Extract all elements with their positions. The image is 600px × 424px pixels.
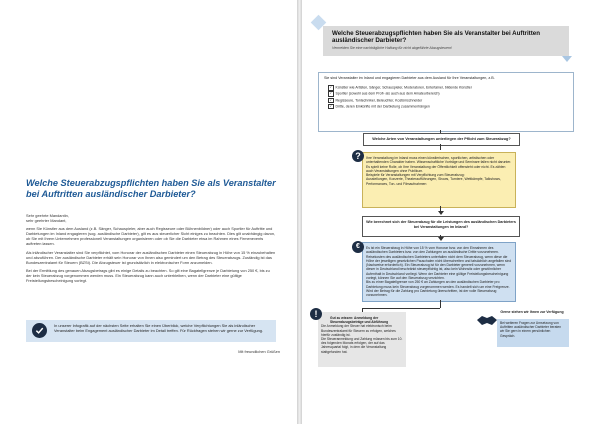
list-item: ✓ Regisseure, Tontechniker, Beleuchter, Kostümschneider <box>329 97 423 103</box>
paragraph-3: Bei der Ermittlung des genauen Abzugsbetrags gibt es einige Details zu beachten. So gilt eine Bagatellgrenze je Darbietung von 250 €, bis zu der kein Steuerabzug vorgenommen werden muss. Ein Steuerabzug kann auch unterbleiben, wenn der Darbieter eine gültige Freistellungsbescheinigung vorlegt. <box>26 268 270 284</box>
salutation-1: Sehr geehrte Mandantin, <box>26 213 69 218</box>
handshake-icon <box>476 312 498 328</box>
good-to-know-p2: Die Steueranmeldung und Zahlung müssen bis zum 10. des folgenden Monats erfolgen, der auf das Jahresquartal folgt, in dem die Veranstaltung stattgefunden hat. <box>321 337 403 354</box>
question-box-2 <box>362 216 520 237</box>
yellow-p3: Beispiele für Veranstaltungen mit Verpflichtung zum Steuerabzug: <box>366 173 465 178</box>
darbieter-box <box>318 72 574 132</box>
good-to-know-title: Gut zu wissen: Anmeldung der Steuerabzugsbeträge und Abführung <box>330 316 389 325</box>
list-item: ✓ Dritte, deren Einkünfte mit der Darbietung zusammenhängen <box>329 103 430 109</box>
paragraph-1: wenn Sie Künstler aus dem Ausland (z.B. Sänger, Schauspieler, aber auch Regisseure oder Bühnenbildner) oder auch Sportler für Auftritte und Darbietungen im Inland engagieren (sog. ausländische Darbieter), gilt es aus steuerlicher Sicht einiges zu beachten. Dies gilt unabhängig davon, ob Sie mit Ihrem Unternehmen professionell Veranstaltungen organisieren oder ob Sie die Darbieter etwa im Rahmen eines Firmenevents auftreten lassen. <box>26 226 276 247</box>
paragraph-2: Als inländischer Veranstalter sind Sie verpflichtet, vom Honorar der ausländischen Darbieter einen Steuerabzug in Höhe von 15 % einzubehalten und abzuführen. Der ausländische Darbieter erhält sein Honorar von Ihnen also gemindert um den Betrag des Steuerabzugs. Zuständig ist das Bundeszentralamt für Steuern (BZSt). Die Abzugsteuer ist grundsätzlich in elektronischer Form anzumelden. <box>26 249 276 265</box>
contact-text: Bei weiteren Fragen zur Umsetzung von Auftritten ausländischer Darbieter beraten wir Sie gern in einem persönlichen Gespräch. <box>500 321 562 338</box>
header-title: Welche Steuerabzugspflichten haben Sie als Veranstalter bei Auftritten ausländischer Darbieter? <box>332 30 541 45</box>
list-item: ✓ Sportler (sowohl aus dem Profi- als auch aus dem Amateurbereich) <box>329 91 440 96</box>
answer-box-yellow <box>362 152 516 208</box>
checkbox-icon: ✓ <box>329 85 332 89</box>
question-1: Welche Arten von Veranstaltungen unterliegen der Pflicht zum Steuerabzug? <box>372 137 511 141</box>
checkmark-icon <box>32 323 47 338</box>
arrow-down-icon <box>438 211 444 215</box>
arrow-down-icon <box>562 56 572 62</box>
yellow-p4: Ausstellungen, Konzerte, Theateraufführungen, Shows, Turniere, Wettkämpfe, Talkshows, Performances, Ton- und Filmaufnahmen <box>366 177 501 186</box>
checkbox-icon: ✓ <box>329 91 332 96</box>
list-item: ✓ Künstler wie Artisten, Sänger, Schauspieler, Moderatoren, Entertainer, bildende Künstler <box>329 85 472 90</box>
contact-box <box>497 319 569 347</box>
blue-p1: Es ist ein Steuerabzug in Höhe von 15 % vom Honorar bzw. von den Einnahmen des ausländischen Darbieters bzw. von den Zahlungen an ausländische Dritte vorzunehmen. <box>366 246 499 255</box>
contact-heading: Gerne stehen wir Ihnen zur Verfügung <box>500 310 564 314</box>
blue-p3: Bis zu einer Bagatellgrenze von 250 € an Zahlungen an den ausländischen Darbieter pro Darbietung muss kein Steuerabzug vorgenommen werden. Es handelt sich um eine Freigrenze. Wird der Betrag für die Zahlung pro Darbietung überschritten, ist der volle Steuerabzug vorzunehmen. <box>366 280 510 298</box>
calculator-icon: € <box>352 241 364 253</box>
infographic-header <box>323 26 569 56</box>
info-icon: ! <box>310 308 322 320</box>
blue-p2: Reisekosten des ausländischen Darbieters unterfallen nicht dem Steuerabzug, wenn diese die Höhe der jeweiligen gesetzlichen Pauschalen nicht überschreiten und tatsächlich angefallen sind (Nachweise erforderlich). Ein Steuerabzug ist für den Darbieter generell vorzunehmen, wenn dieser in Deutschland beschränkt steuerpflichtig ist, also kein Wohnsitz oder gewöhnlicher Aufenthalt in Deutschland vorliegt. Wenn der Darbieter eine gültige Freistellungsbescheinigung vorlegt, können Sie auf den Steuerabzug verzichten. <box>366 254 512 281</box>
connector-line <box>362 308 440 309</box>
letter-title: Welche Steuerabzugspflichten haben Sie als Veranstalter bei Auftritten ausländischer Darbieter? <box>26 178 276 199</box>
good-to-know-box <box>318 312 406 367</box>
info-box <box>26 320 276 342</box>
question-box-1 <box>363 133 520 146</box>
left-page <box>0 0 297 424</box>
connector-line <box>440 144 441 150</box>
yellow-p1: Ihre Veranstaltung im Inland muss einen künstlerischen, sportlichen, artistischen oder unterhaltenden Charakter haben. Wissenschaftliche Vorträge und Seminare fallen nicht darunter. <box>366 156 512 165</box>
checkbox-icon: ✓ <box>329 97 332 102</box>
good-to-know-p1: Die Anmeldung der Steuer hat elektronisch beim Bundeszentralamt für Steuern zu erfolgen, welches hierfür zuständig ist. <box>321 324 396 337</box>
darbieter-intro: Sie sind Veranstalter im Inland und engagieren Darbieter aus dem Ausland für Ihre Veranstaltungen, z.B. <box>324 76 495 80</box>
question-2: Wie berechnet sich der Steuerabzug für die Leistungen des ausländischen Darbieters bei Veranstaltungen im Inland? <box>366 220 516 229</box>
connector-line <box>440 300 441 308</box>
darbieter-list <box>328 85 568 110</box>
header-subtitle: Vermeiden Sie eine nachträgliche Haftung für nicht abgeführte Abzugsteuern! <box>332 46 452 50</box>
yellow-p2: Es spielt keine Rolle, ob Ihre Veranstaltung der Öffentlichkeit offensteht oder nicht. Es zählen auch Veranstaltungen ohne Publikum. <box>366 164 506 173</box>
closing: Mit freundlichen Grüßen <box>238 349 280 354</box>
letter-body <box>26 213 276 287</box>
answer-box-blue <box>362 242 516 302</box>
info-text: In unserer Infografik auf der nächsten Seite erhalten Sie einen Überblick, welche Verpflichtungen Sie als inländischer Veranstalter beim Engagement ausländischer Darbieter im Detail treffen. Für Rückfragen stehen wir gerne zur Verfügung. <box>54 323 264 333</box>
arrow-down-icon <box>438 237 444 241</box>
question-icon: ? <box>352 150 364 162</box>
salutation-2: sehr geehrter Mandant, <box>26 218 67 223</box>
checkbox-icon: ✓ <box>329 103 332 108</box>
